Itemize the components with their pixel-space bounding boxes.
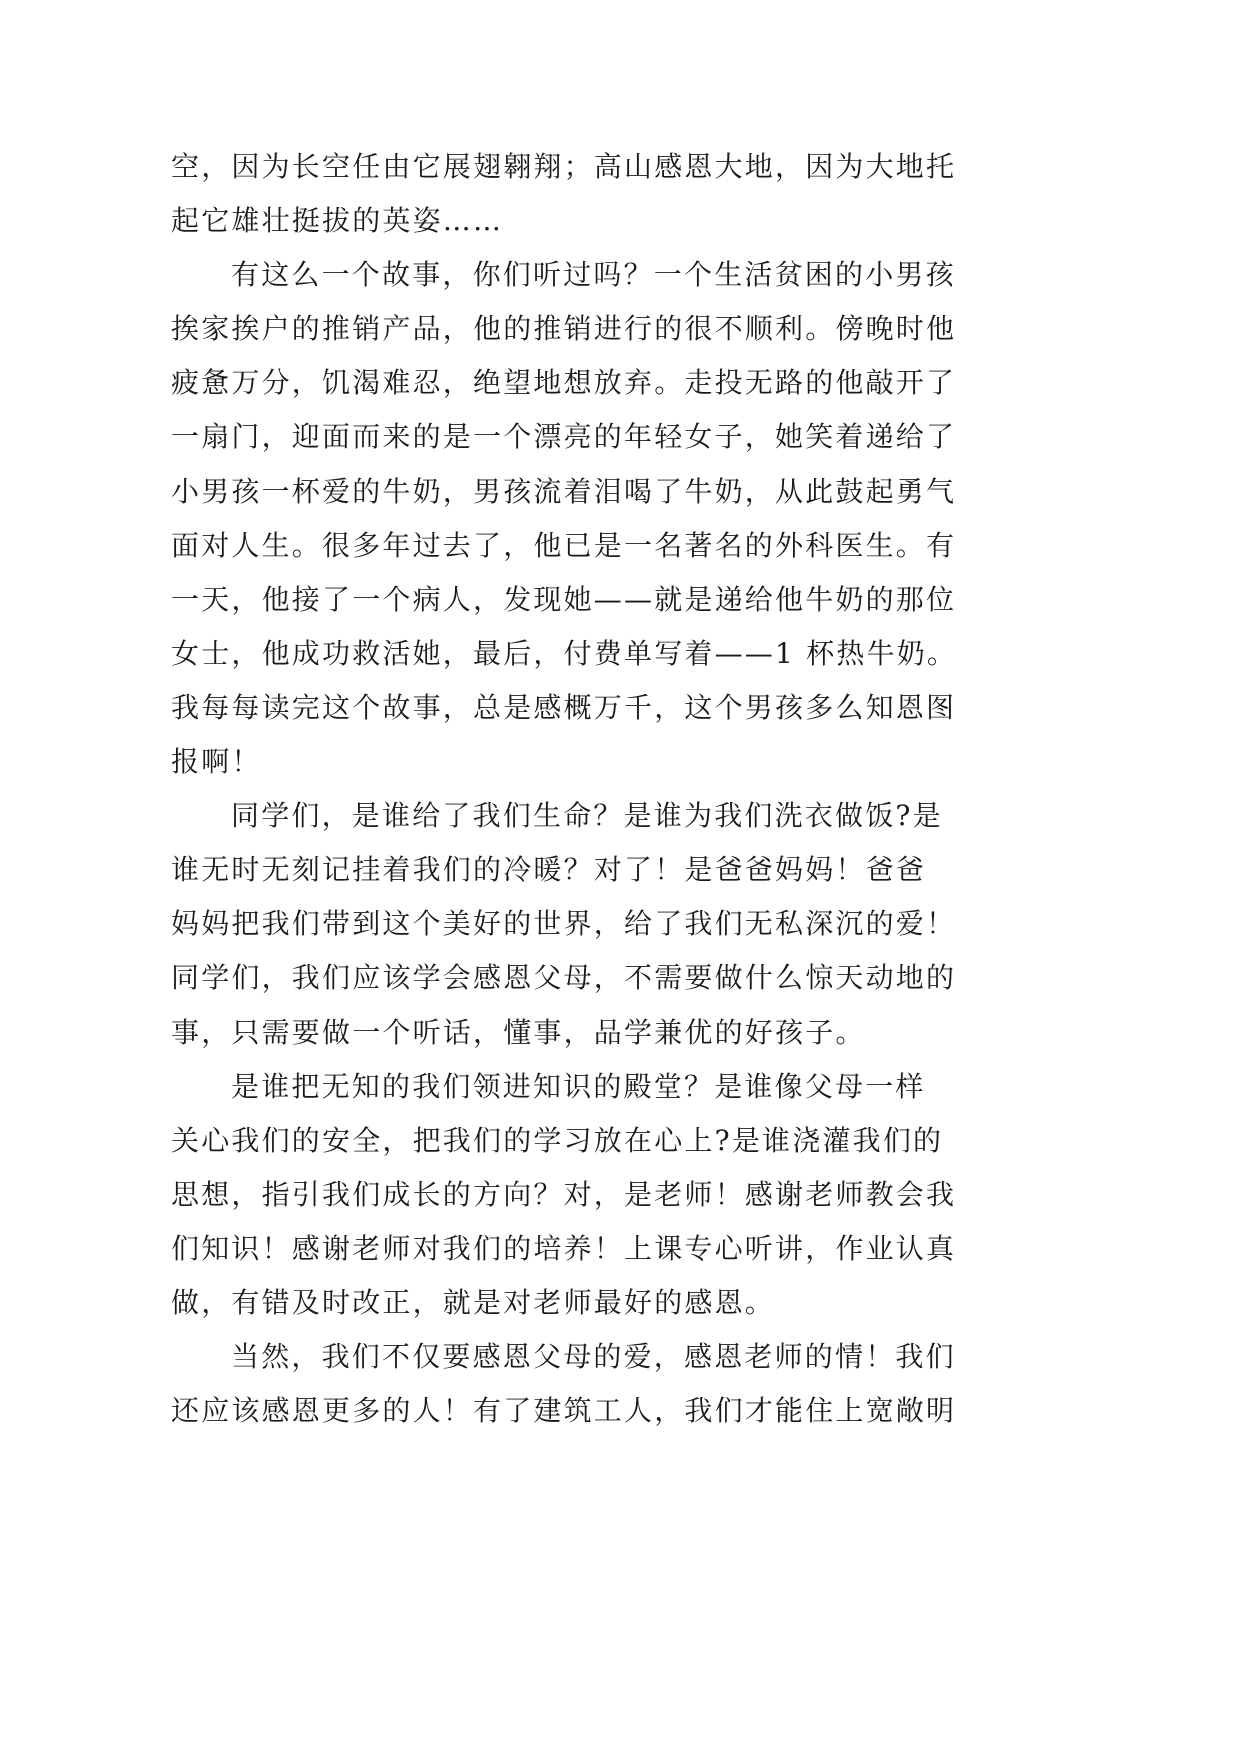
text-line: 一天，他接了一个病人，发现她——就是递给他牛奶的那位 — [171, 582, 957, 616]
text-line: 事，只需要做一个听话，懂事，品学兼优的好孩子。 — [171, 1015, 866, 1049]
text-line: 起它雄壮挺拔的英姿…… — [171, 204, 504, 238]
text-line: 思想，指引我们成长的方向？对，是老师！感谢老师教会我 — [171, 1177, 957, 1211]
text-line: 女士，他成功救活她，最后，付费单写着——1 杯热牛奶。 — [171, 636, 958, 670]
text-line: 面对人生。很多年过去了，他已是一名著名的外科医生。有 — [171, 528, 957, 562]
text-line: 挨家挨户的推销产品，他的推销进行的很不顺利。傍晚时他 — [171, 312, 957, 346]
text-line: 还应该感恩更多的人！有了建筑工人，我们才能住上宽敞明 — [171, 1394, 957, 1428]
text-line: 报啊！ — [171, 745, 262, 779]
paragraph-first-line: 同学们，是谁给了我们生命？是谁为我们洗衣做饭?是 — [231, 799, 943, 833]
text-line: 我每每读完这个故事，总是感概万千，这个男孩多么知恩图 — [171, 690, 957, 724]
text-line: 妈妈把我们带到这个美好的世界，给了我们无私深沉的爱！ — [171, 907, 957, 941]
paragraph-first-line: 当然，我们不仅要感恩父母的爱，感恩老师的情！我们 — [231, 1340, 956, 1374]
text-line: 做，有错及时改正，就是对老师最好的感恩。 — [171, 1285, 776, 1319]
text-line: 一扇门，迎面而来的是一个漂亮的年轻女子，她笑着递给了 — [171, 420, 957, 454]
text-line: 小男孩一杯爱的牛奶，男孩流着泪喝了牛奶，从此鼓起勇气 — [171, 474, 957, 508]
text-line: 同学们，我们应该学会感恩父母，不需要做什么惊天动地的 — [171, 961, 957, 995]
text-line: 空，因为长空任由它展翅翱翔；高山感恩大地，因为大地托 — [171, 150, 957, 183]
paragraph-first-line: 有这么一个故事，你们听过吗？一个生活贫困的小男孩 — [231, 258, 956, 292]
paragraph-first-line: 是谁把无知的我们领进知识的殿堂？是谁像父母一样 — [231, 1069, 926, 1103]
text-line: 谁无时无刻记挂着我们的冷暖？对了！是爸爸妈妈！爸爸 — [171, 853, 927, 887]
text-line: 们知识！感谢老师对我们的培养！上课专心听讲，作业认真 — [171, 1231, 957, 1265]
text-line: 疲惫万分，饥渴难忍，绝望地想放弃。走投无路的他敲开了 — [171, 366, 957, 400]
text-line: 关心我们的安全，把我们的学习放在心上?是谁浇灌我们的 — [171, 1123, 944, 1157]
body-text — [171, 140, 958, 1438]
